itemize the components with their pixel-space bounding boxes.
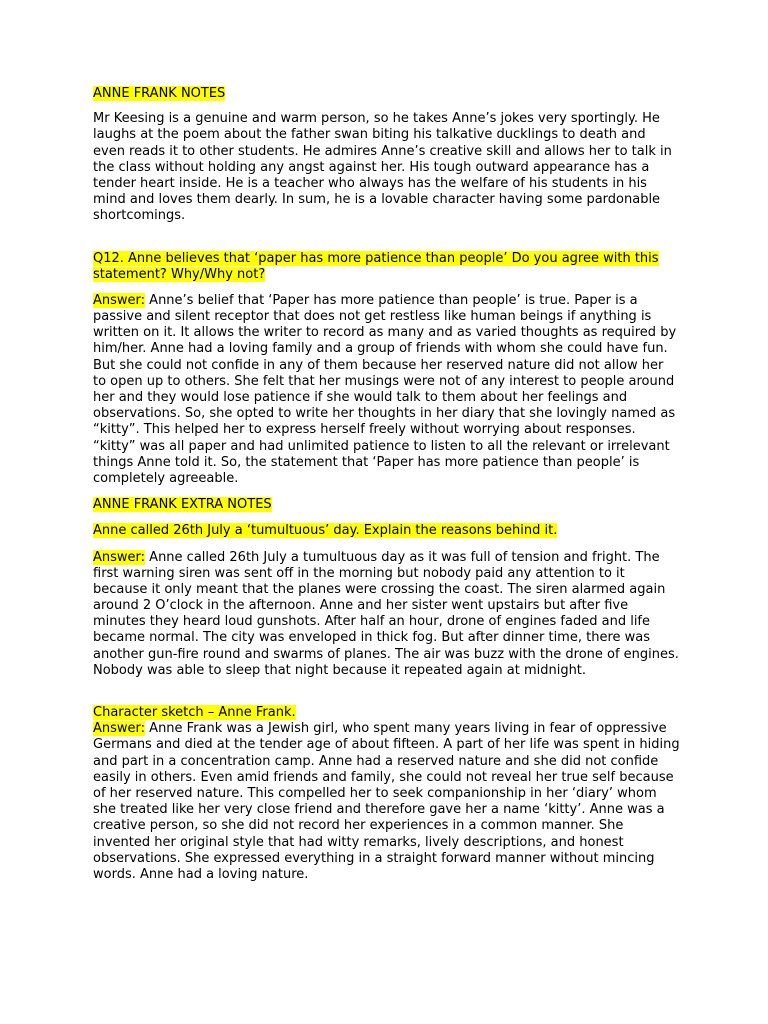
answer-line: minutes they heard loud gunshots. After half an hour, drone of engines faded and life: [93, 614, 651, 630]
answer-line: “kitty”. This helped her to express herself freely without worrying about responses.: [93, 422, 636, 438]
answer-line: passive and silent receptor that does not get restless like human beings if anything is: [93, 309, 652, 325]
section-title: ANNE FRANK EXTRA NOTES: [93, 497, 272, 513]
paragraph-line: mind and loves them dearly. In sum, he is a lovable character having some pardonable: [93, 192, 661, 208]
answer-line: him/her. Anne had a loving family and a group of friends with whom she could have fun.: [93, 341, 668, 357]
paragraph-line: Mr Keesing is a genuine and warm person, so he takes Anne’s jokes very sportingly. He: [93, 111, 660, 127]
question-text: statement? Why/Why not?: [93, 266, 266, 282]
section-heading: [93, 497, 683, 513]
paragraph-line: tender heart inside. He is a teacher who always has the welfare of his students in his: [93, 175, 647, 191]
answer-line: [93, 550, 683, 566]
answer-line: Germans and died at the tender age of about fifteen. A part of her life was spent in hiding: [93, 737, 680, 753]
answer-label: Answer:: [93, 721, 146, 737]
answer-line: first warning siren was sent off in the morning but nobody paid any attention to it: [93, 565, 625, 581]
answer-line: around 2 O’clock in the afternoon. Anne and her sister went upstairs but after five: [93, 598, 629, 614]
answer-line: words. Anne had a loving nature.: [93, 866, 309, 882]
section-title: ANNE FRANK NOTES: [93, 86, 226, 101]
answer-line: Nobody was able to sleep that night because it repeated again at midnight.: [93, 662, 587, 678]
answer-line: [93, 293, 683, 309]
answer-label: Answer:: [93, 292, 146, 308]
answer-line: of her reserved nature. This compelled her to seek companionship in her ‘diary’ whom: [93, 785, 657, 801]
question-text: Q12. Anne believes that ‘paper has more patience than people’ Do you agree with this: [93, 250, 659, 266]
answer-line: she treated like her very close friend and therefore gave her a name ‘kitty’. Anne was a: [93, 802, 665, 818]
answer-line: became normal. The city was enveloped in thick fog. But after dinner time, there was: [93, 630, 651, 646]
paragraph-line: shortcomings.: [93, 208, 186, 224]
answer-line: and part in a concentration camp. Anne had a reserved nature and she did not confide: [93, 753, 659, 769]
question-line: [93, 251, 683, 267]
answer-july: [93, 550, 683, 680]
answer-line: things Anne told it. So, the statement that ‘Paper has more patience than people’ is: [93, 454, 640, 470]
answer-line: [93, 721, 683, 737]
answer-character-sketch: [93, 721, 683, 883]
answer-text: Anne Frank was a Jewish girl, who spent many years living in fear of oppressive: [145, 721, 667, 737]
question-text: Character sketch – Anne Frank.: [93, 705, 296, 720]
question-q12: [93, 251, 683, 283]
answer-line: invented her original style that had witty remarks, lively descriptions, and honest: [93, 834, 624, 850]
answer-line: “kitty” was all paper and had unlimited patience to listen to all the relevant or irrelevant: [93, 438, 670, 454]
question-character-sketch: [93, 705, 683, 721]
answer-line: completely agreeable.: [93, 470, 239, 486]
keesing-paragraph: [93, 111, 683, 224]
answer-line: because it only meant that the planes were crossing the coast. The siren alarmed again: [93, 581, 666, 597]
answer-line: to open up to others. She felt that her musings were not of any interest to people around: [93, 373, 675, 389]
question-line: [93, 267, 683, 283]
answer-text: Anne called 26th July a tumultuous day as it was full of tension and fright. The: [145, 549, 660, 565]
answer-label: Answer:: [93, 549, 146, 565]
question-text: Anne called 26th July a ‘tumultuous’ day. Explain the reasons behind it.: [93, 523, 558, 539]
question-july: [93, 523, 683, 539]
paragraph-line: laughs at the poem about the father swan biting his talkative ducklings to death and: [93, 127, 646, 143]
document-page: [93, 86, 683, 883]
paragraph-line: even reads it to other students. He admires Anne’s creative skill and allows her to talk in: [93, 143, 672, 159]
answer-text: Anne’s belief that ‘Paper has more patience than people’ is true. Paper is a: [145, 292, 638, 308]
answer-line: her and they would lose patience if she would talk to them about her feelings and: [93, 390, 628, 405]
answer-line: another gun-fire round and swarms of planes. The air was buzz with the drone of engines.: [93, 646, 679, 662]
answer-line: easily in others. Even amid friends and family, she could not reveal her true self because: [93, 769, 674, 785]
answer-line: observations. She expressed everything in a straight forward manner without mincing: [93, 850, 655, 866]
paragraph-line: the class without holding any angst against her. His tough outward appearance has a: [93, 159, 650, 175]
answer-line: written on it. It allows the writer to record as many and as varied thoughts as required by: [93, 325, 677, 341]
answer-line: observations. So, she opted to write her thoughts in her diary that she lovingly named as: [93, 406, 676, 422]
answer-line: But she could not confide in any of them because her reserved nature did not allow her: [93, 357, 664, 373]
section-heading: [93, 86, 683, 102]
answer-line: creative person, so she did not record her experiences in a common manner. She: [93, 818, 624, 834]
answer-q12: [93, 293, 683, 487]
